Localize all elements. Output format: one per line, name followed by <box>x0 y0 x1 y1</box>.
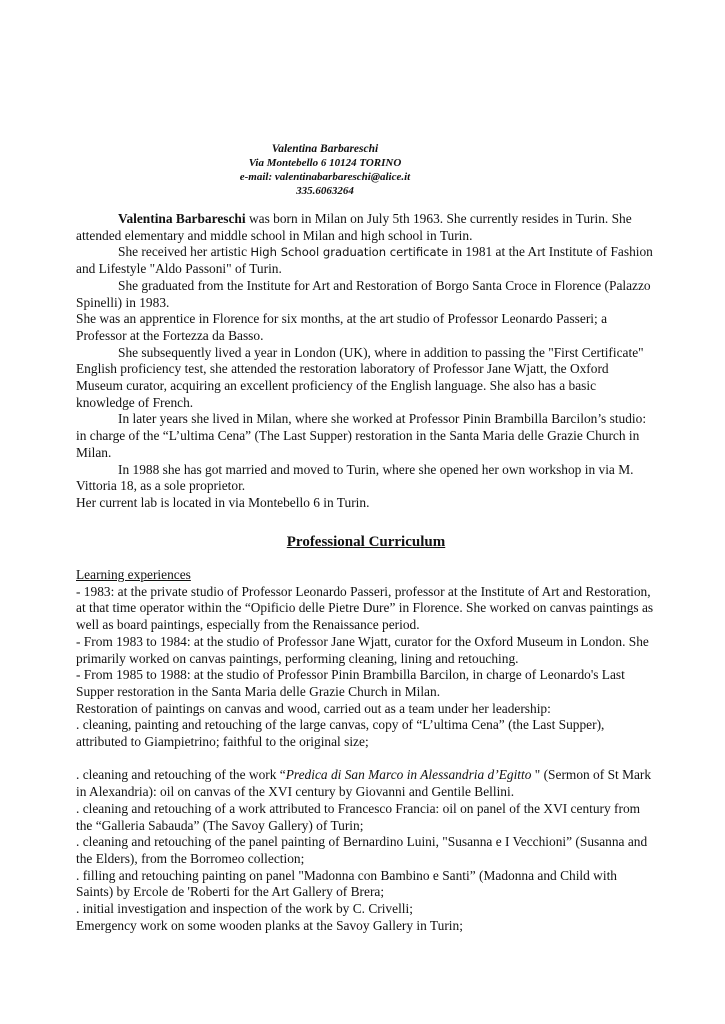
author-email: e-mail: valentinabarbareschi@alice.it <box>239 171 411 183</box>
cv-entry: . filling and retouching painting on panel "Madonna con Bambino e Santi” (Madonna and Child with Saints) by Ercole de 'Roberti for the Art Gallery of Brera; <box>76 867 617 900</box>
cv-entry: Restoration of paintings on canvas and wood, carried out as a team under her leadership: <box>76 700 551 716</box>
curriculum-section <box>76 567 656 934</box>
bio-certificate: High School graduation certificate <box>250 245 449 260</box>
cv-text: " (Sermon of St Mark in Alexandria): oil on canvas of the XVI century by Giovanni and Gentile Bellini. <box>76 767 652 800</box>
artwork-title: Predica di San Marco in Alessandria d’Egitto <box>285 767 532 783</box>
cv-entry: . cleaning, painting and retouching of the large canvas, copy of “L’ultima Cena” (the Last Supper), attributed to Giampietrino; faithful to the original size; <box>76 717 605 750</box>
cv-entry <box>76 767 656 800</box>
bio-paragraph: She was an apprentice in Florence for six months, at the art studio of Professor Leonardo Passeri; a Professor at the Fortezza da Basso. <box>76 311 608 343</box>
bio-paragraph: She subsequently lived a year in London (UK), where in addition to passing the "First Certificate" English proficiency test, she attended the restoration laboratory of Professor Jane Wjatt, the Oxford Museum curator, acquiring an excellent proficiency of the English language. She also has a basic knowledge of French. <box>76 344 644 410</box>
bio-paragraph: In 1988 she has got married and moved to Turin, where she opened her own workshop in via M. Vittoria 18, as a sole proprietor. <box>76 461 634 494</box>
section-title: Professional Curriculum <box>286 534 446 550</box>
bio-paragraph <box>76 211 656 244</box>
cv-text: . cleaning and retouching of the work “ <box>76 767 286 783</box>
bio-text: in 1981 at the Art Institute of Fashion and Lifestyle "Aldo Passoni" of Turin. <box>76 244 653 277</box>
bio-name: Valentina Barbareschi <box>118 211 246 226</box>
bio-text: She received her artistic <box>118 244 251 260</box>
spacer <box>76 751 656 768</box>
bio-paragraph: In later years she lived in Milan, where she worked at Professor Pinin Brambilla Barcilon’s studio: in charge of the “L’ultima Cena” (The Last Supper) restoration in the Santa Maria delle Grazie Church in Milan. <box>76 411 647 460</box>
cv-entry: - From 1983 to 1984: at the studio of Professor Jane Wjatt, curator for the Oxford Museum in London. She primarily worked on canvas paintings, performing cleaning, lining and retouching. <box>76 633 649 666</box>
section-subtitle: Learning experiences <box>76 567 191 582</box>
bio-paragraph: She graduated from the Institute for Art and Restoration of Borgo Santa Croce in Florence (Palazzo Spinelli) in 1983. <box>76 277 651 310</box>
author-address: Via Montebello 6 10124 TORINO <box>248 157 402 169</box>
cv-entry: . cleaning and retouching of the panel painting of Bernardino Luini, "Susanna e I Vecchioni” (Susanna and the Elders), from the Borromeo collection; <box>76 834 648 866</box>
contact-header <box>200 142 450 198</box>
bio-text: was born in Milan on July 5th 1963. She currently resides in Turin. She attended elementary and middle school in Milan and high school in Turin. <box>76 211 632 243</box>
cv-entry: Emergency work on some wooden planks at the Savoy Gallery in Turin; <box>76 917 463 933</box>
cv-entry: . initial investigation and inspection of the work by C. Crivelli; <box>76 901 413 917</box>
author-phone: 335.6063264 <box>296 185 354 197</box>
bio-paragraph <box>76 244 656 277</box>
cv-entry: - From 1985 to 1988: at the studio of Professor Pinin Brambilla Barcilon, in charge of Leonardo's Last Supper restoration in the Santa Maria delle Grazie Church in Milan. <box>76 667 625 699</box>
author-name: Valentina Barbareschi <box>271 143 379 155</box>
bio-paragraph: Her current lab is located in via Montebello 6 in Turin. <box>76 494 370 510</box>
cv-entry: - 1983: at the private studio of Professor Leonardo Passeri, professor at the Institute of Art and Restoration, at that time operator within the “Opificio delle Pietre Dure” in Florence. She worked on canvas paintings as well as board paintings, especially from the Renaissance period. <box>76 583 654 633</box>
biography <box>76 211 656 512</box>
cv-entry: . cleaning and retouching of a work attributed to Francesco Francia: oil on panel of the XVI century from the “Galleria Sabauda” (The Savoy Gallery) of Turin; <box>76 800 641 833</box>
